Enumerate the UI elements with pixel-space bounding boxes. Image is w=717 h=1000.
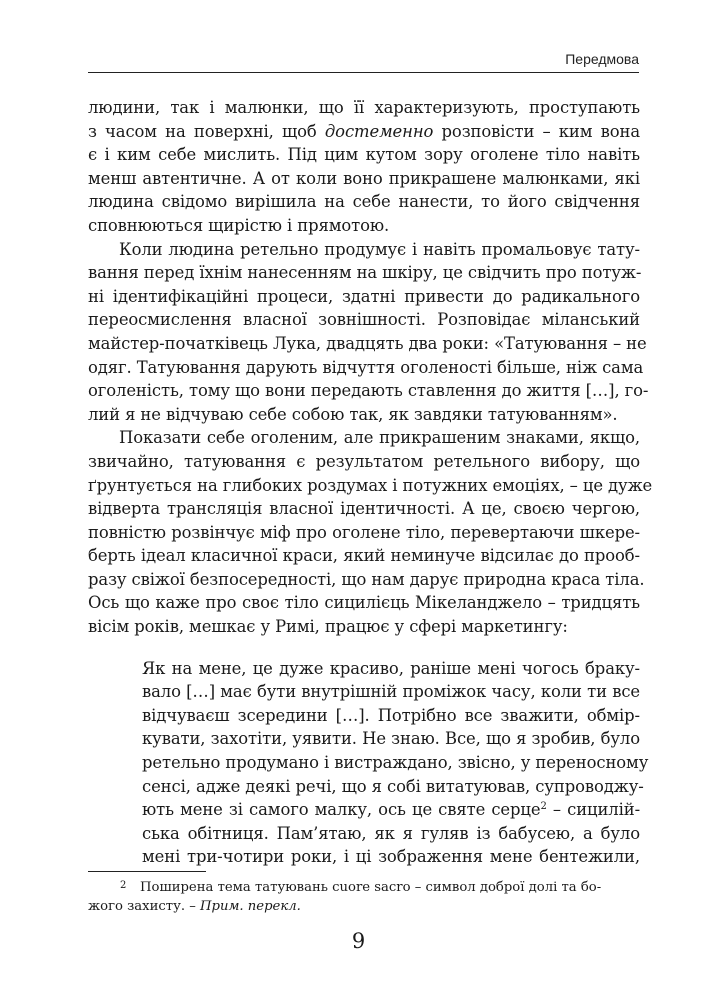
quote-line: вало […] має бути внутрішній проміжок часу, коли ти все xyxy=(142,682,640,702)
text-segment: жого захисту. – xyxy=(88,899,201,914)
text-segment: розповісти – ким вона xyxy=(433,121,640,141)
footnote-line xyxy=(88,897,640,916)
translator-note: Прим. перекл. xyxy=(200,899,301,914)
quote-line: кувати, захотіти, уявити. Не знаю. Все, що я зробив, було xyxy=(142,729,640,749)
text-segment: з часом на поверхні, щоб xyxy=(88,121,325,141)
text-line: Ось що каже про своє тіло сицилієць Мікеланджело – тридцять xyxy=(88,593,640,613)
text-line: є і ким себе мислить. Під цим кутом зору оголене тіло навіть xyxy=(88,145,640,165)
text-line: людини, так і малюнки, що її характеризують, проступають xyxy=(88,98,640,117)
running-head xyxy=(88,50,639,73)
text-line: переосмислення власної зовнішності. Розповідає міланський xyxy=(88,310,640,330)
text-line: повністю розвінчує міф про оголене тіло, перевертаючи шкере- xyxy=(88,522,640,542)
footnote-line: Поширена тема татуювань cuore sacro – символ доброї долі та бо- xyxy=(140,880,602,895)
footnote-divider xyxy=(88,871,206,872)
block-quote xyxy=(142,657,649,869)
footnote-marker: 2 xyxy=(120,880,127,891)
text-line: берть ідеал класичної краси, який неминуче відсилає до прооб- xyxy=(88,546,640,566)
quote-line: ретельно продумано і вистраждано, звісно, у переносному xyxy=(142,753,649,773)
text-line: людина свідомо вирішила на себе нанести, то його свідчення xyxy=(88,192,640,212)
text-segment: – сицилій- xyxy=(546,800,641,820)
running-title: Передмова xyxy=(565,51,639,67)
emphasis: достеменно xyxy=(324,121,434,141)
text-line: майстер-початківець Лука, двадцять два роки: «Татуювання – не xyxy=(88,333,647,353)
text-line: Коли людина ретельно продумує і навіть промальовує тату- xyxy=(119,239,640,259)
quote-line: відчуваєш зсередини […]. Потрібно все зважити, обмір- xyxy=(142,705,640,725)
footnote xyxy=(88,878,640,916)
text-line: вання перед їхнім нанесенням на шкіру, це свідчить про потуж- xyxy=(88,263,642,283)
text-line: оголеність, тому що вони передають ставлення до життя […], го- xyxy=(88,381,649,401)
text-line: ні ідентифікаційні процеси, здатні привести до радикального xyxy=(88,286,640,306)
text-line: відверта трансляція власної ідентичності. А це, своєю чергою, xyxy=(88,499,640,519)
text-segment: ють мене зі самого малку, ось це святе серце xyxy=(142,800,541,820)
text-line: лий я не відчуваю себе собою так, як завдяки татуюванням». xyxy=(88,404,618,424)
text-line xyxy=(88,120,640,144)
text-line: звичайно, татуювання є результатом ретельного вибору, що xyxy=(88,451,640,471)
paragraph xyxy=(88,238,649,427)
paragraph xyxy=(88,96,640,238)
text-line: сповнюються щирістю і прямотою. xyxy=(88,215,390,235)
paragraph xyxy=(88,426,653,638)
text-line: вісім років, мешкає у Римі, працює у сфері маркетингу: xyxy=(88,617,568,637)
quote-line: мені три-чотири роки, і ці зображення мене бентежили, xyxy=(142,847,640,867)
footnote-reference[interactable]: 2 xyxy=(540,801,547,813)
main-text xyxy=(88,96,653,869)
text-line: разу свіжої безпосередності, що нам дарує природна краса тіла. xyxy=(88,569,645,589)
text-line: ґрунтується на глибоких роздумах і потужних емоціях, – це дуже xyxy=(88,475,653,495)
quote-line: ська обітниця. Пам’ятаю, як я гуляв із бабусею, а було xyxy=(142,823,640,843)
quote-line xyxy=(142,798,640,822)
text-line: одяг. Татуювання дарують відчуття оголеності більше, ніж сама xyxy=(88,357,644,377)
text-line: Показати себе оголеним, але прикрашеним знаками, якщо, xyxy=(119,428,640,448)
quote-line: Як на мене, це дуже красиво, раніше мені чогось браку- xyxy=(142,658,640,678)
page-number: 9 xyxy=(351,929,366,953)
text-line: менш автентичне. А от коли воно прикрашене малюнками, які xyxy=(88,168,640,188)
quote-line: сенсі, адже деякі речі, що я собі витатуював, супроводжу- xyxy=(142,776,644,796)
